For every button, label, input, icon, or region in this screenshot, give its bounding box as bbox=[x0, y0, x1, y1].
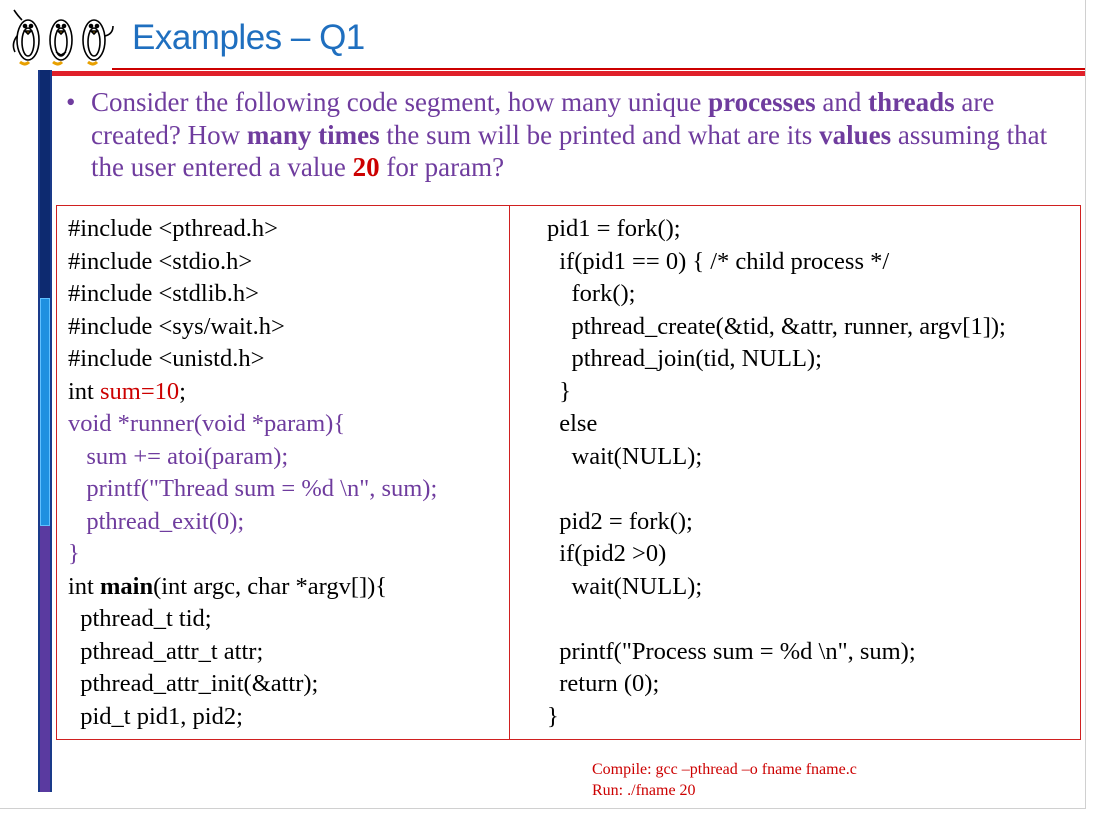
compile-note bbox=[592, 759, 857, 801]
code-line: #include <stdlib.h> bbox=[68, 280, 259, 307]
question-keyword-many-times: many times bbox=[246, 119, 380, 150]
code-box bbox=[56, 205, 1081, 740]
code-line: sum += atoi(param); bbox=[68, 442, 289, 470]
code-line: pid1 = fork(); bbox=[547, 215, 681, 242]
question-part: the sum will be printed and what are its bbox=[379, 119, 820, 150]
title-rule-thin bbox=[112, 68, 1085, 70]
penguins-logo-icon bbox=[8, 6, 116, 70]
question-keyword-values: values bbox=[819, 119, 892, 150]
code-line: #include <stdio.h> bbox=[68, 247, 253, 275]
code-line: wait(NULL); bbox=[547, 572, 703, 600]
code-line: pthread_t tid; bbox=[68, 605, 212, 632]
slide-title: Examples – Q1 bbox=[132, 18, 365, 57]
code-line: #include <sys/wait.h> bbox=[68, 312, 285, 340]
code-line: pthread_create(&tid, &attr, runner, argv[1]); bbox=[547, 312, 1006, 340]
code-token: ; bbox=[179, 377, 186, 405]
code-line: pthread_attr_t attr; bbox=[68, 637, 264, 665]
code-line: void *runner(void *param){ bbox=[68, 410, 346, 437]
question-part: for param? bbox=[379, 152, 505, 182]
side-accent-segment-middle bbox=[40, 298, 50, 526]
code-line: return (0); bbox=[547, 670, 660, 697]
question-value-20: 20 bbox=[352, 152, 380, 182]
code-token: int bbox=[68, 572, 100, 600]
code-line: pid2 = fork(); bbox=[547, 507, 693, 535]
code-line: } bbox=[547, 702, 559, 730]
question-part: are created? How bbox=[91, 87, 995, 150]
side-accent-segment-top bbox=[40, 70, 50, 298]
code-token: (int argc, char *argv[]){ bbox=[153, 572, 388, 600]
code-line: #include <unistd.h> bbox=[68, 345, 265, 372]
code-line: pthread_exit(0); bbox=[68, 507, 245, 535]
code-divider bbox=[509, 206, 510, 739]
code-line: } bbox=[68, 540, 80, 567]
run-line: Run: ./fname 20 bbox=[592, 782, 696, 799]
code-line: pthread_attr_init(&attr); bbox=[68, 670, 319, 697]
code-line: printf("Process sum = %d \n", sum); bbox=[547, 637, 916, 665]
code-line bbox=[547, 473, 1006, 506]
code-line bbox=[547, 603, 1006, 636]
code-token-sum: sum=10 bbox=[100, 377, 180, 405]
code-line bbox=[68, 376, 437, 409]
code-line: pid_t pid1, pid2; bbox=[68, 702, 243, 730]
question-body bbox=[91, 86, 1066, 184]
code-line bbox=[68, 571, 437, 604]
code-line: printf("Thread sum = %d \n", sum); bbox=[68, 475, 438, 502]
code-line: } bbox=[547, 377, 572, 405]
code-token: int bbox=[68, 377, 100, 405]
code-line: fork(); bbox=[547, 280, 636, 307]
question-keyword-processes: processes bbox=[708, 87, 816, 117]
question-part: Consider the following code segment, how many unique bbox=[91, 87, 709, 117]
code-line: if(pid1 == 0) { /* child process */ bbox=[547, 247, 890, 275]
question-part: and bbox=[815, 87, 869, 117]
code-token-main: main bbox=[100, 572, 154, 600]
code-right-column bbox=[547, 213, 1006, 733]
bullet: • bbox=[66, 87, 76, 117]
compile-line: Compile: gcc –pthread –o fname fname.c bbox=[592, 761, 857, 778]
title-rule-thick bbox=[50, 71, 1085, 76]
code-line: pthread_join(tid, NULL); bbox=[547, 345, 822, 372]
question-text bbox=[66, 86, 1066, 184]
question-keyword-threads: threads bbox=[868, 87, 955, 117]
code-left-column bbox=[68, 213, 437, 733]
side-accent-segment-bottom bbox=[40, 526, 50, 792]
code-line: wait(NULL); bbox=[547, 442, 703, 470]
code-line: else bbox=[547, 410, 598, 437]
question-part: assuming that the user entered a value bbox=[91, 119, 1048, 182]
code-line: #include <pthread.h> bbox=[68, 215, 278, 242]
code-line: if(pid2 >0) bbox=[547, 540, 667, 567]
